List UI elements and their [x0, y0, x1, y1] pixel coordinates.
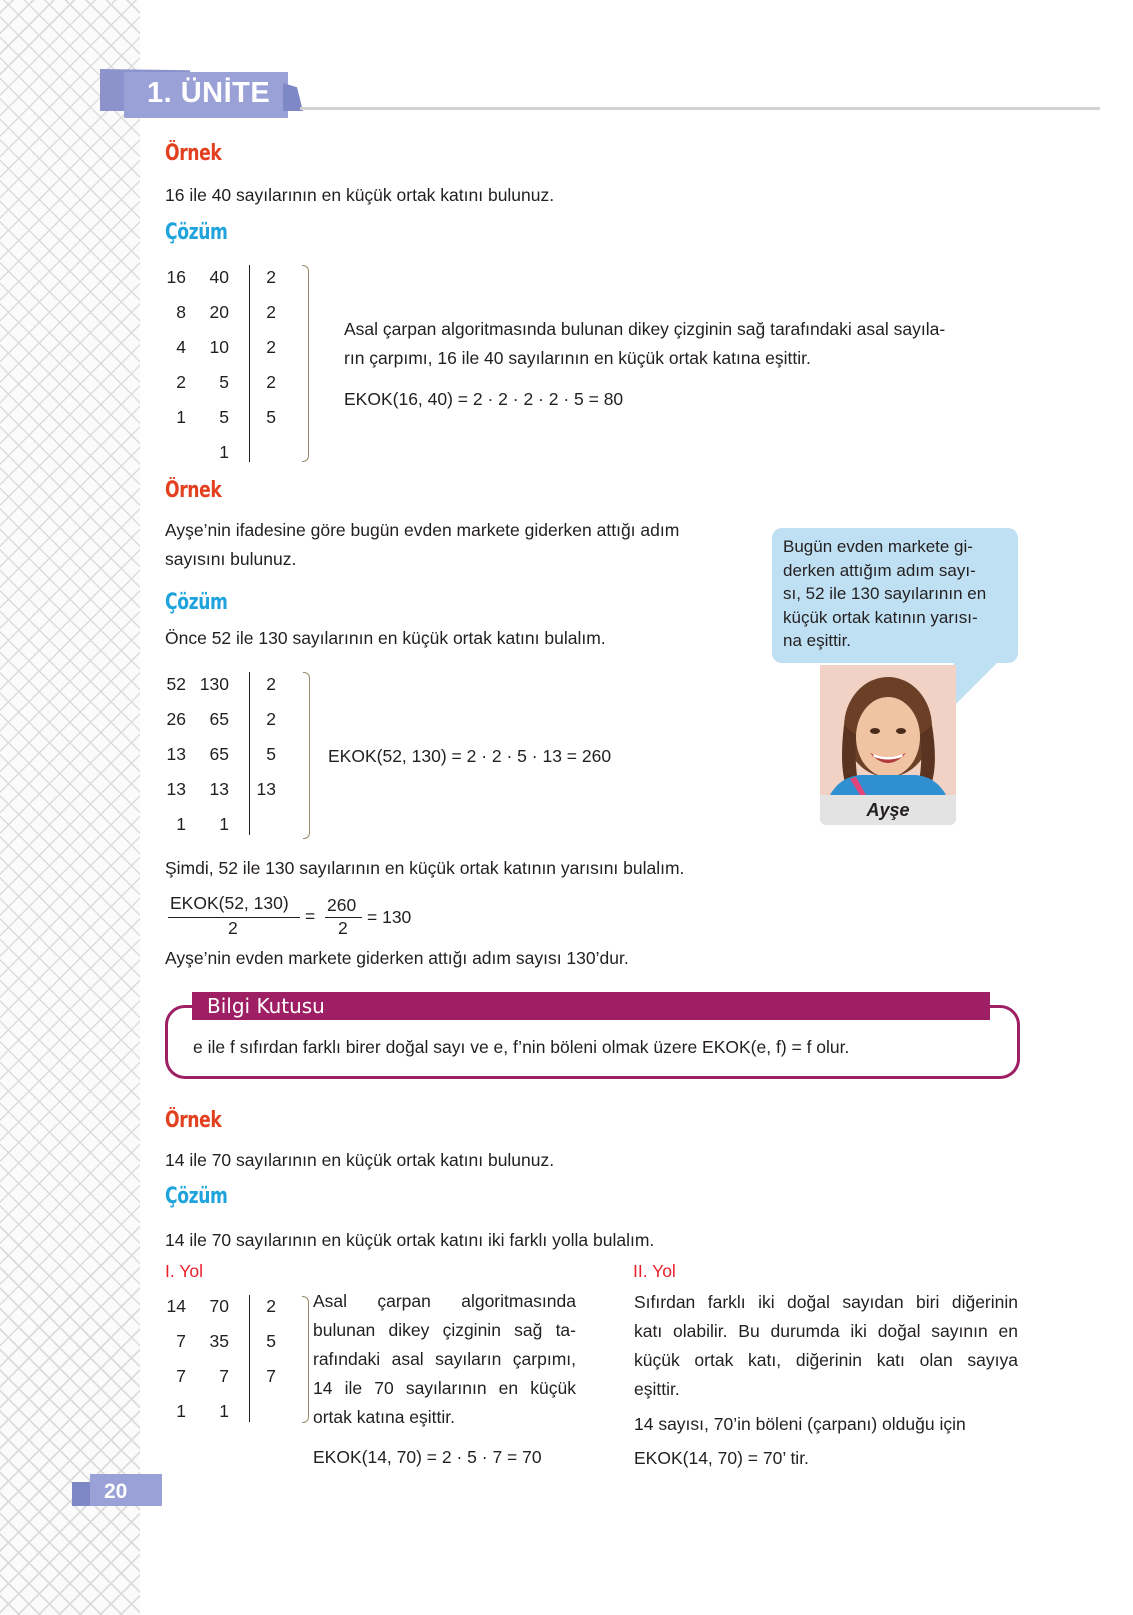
bubble-line: derken attığım adım sayı- [783, 560, 976, 580]
header-divider [300, 107, 1100, 110]
number-cell: 26 [166, 709, 186, 729]
divisor-cell: 13 [256, 779, 276, 799]
method1-line: rafındaki asal sayıların çarpımı, [313, 1349, 576, 1369]
number-cell: 16 [166, 267, 186, 287]
divisor-cell: 5 [266, 1331, 276, 1351]
fraction2-numerator: 260 [327, 895, 357, 915]
number-cell: 5 [219, 372, 229, 392]
info-box-title: Bilgi Kutusu [207, 994, 325, 1018]
division-line [249, 265, 250, 462]
divisor-cell: 2 [266, 302, 276, 322]
character-name: Ayşe [866, 800, 910, 820]
girl-photo [820, 665, 956, 795]
brace [302, 265, 309, 462]
example2-question-line2: sayısını bulunuz. [165, 549, 297, 569]
solution-heading: Çözüm [165, 590, 228, 615]
number-cell: 1 [176, 407, 186, 427]
divisor-cell: 2 [266, 1296, 276, 1316]
decorative-side-pattern [0, 0, 140, 1615]
method1-line: 14 ile 70 sayılarının en küçük [313, 1378, 576, 1398]
fraction1-denominator: 2 [228, 918, 238, 938]
example1-result: EKOK(16, 40) = 2 · 2 · 2 · 2 · 5 = 80 [344, 389, 624, 409]
example3-question: 14 ile 70 sayılarının en küçük ortak katını bulunuz. [165, 1150, 555, 1170]
example2-half-intro: Şimdi, 52 ile 130 sayılarının en küçük ortak katının yarısını bulalım. [165, 858, 685, 878]
bubble-line: na eşittir. [783, 631, 852, 650]
example2-question-line1: Ayşe’nin ifadesine göre bugün evden markete giderken attığı adım [165, 520, 680, 540]
number-cell: 35 [209, 1331, 229, 1351]
divisor-cell: 7 [266, 1366, 276, 1386]
fraction1-numerator: EKOK(52, 130) [170, 893, 289, 913]
fraction-result: = 130 [367, 907, 412, 927]
number-cell: 7 [219, 1366, 229, 1386]
number-cell: 5 [219, 407, 229, 427]
bubble-line: küçük ortak katının yarısı- [783, 607, 978, 627]
number-cell: 13 [166, 744, 186, 764]
divisor-cell: 2 [266, 372, 276, 392]
bubble-line: sı, 52 ile 130 sayılarının en [783, 584, 987, 603]
number-cell: 65 [209, 709, 229, 729]
method1-label: I. Yol [165, 1261, 203, 1281]
number-cell: 52 [166, 674, 186, 694]
method2-line: katı olabilir. Bu durumda iki doğal sayının en [634, 1321, 1018, 1341]
number-cell: 7 [176, 1366, 186, 1386]
speech-bubble-text [783, 535, 1013, 653]
method2-result: EKOK(14, 70) = 70’ tir. [634, 1448, 809, 1468]
number-cell: 2 [176, 372, 186, 392]
example1-explanation-line1: Asal çarpan algoritmasında bulunan dikey çizginin sağ tarafındaki asal sayıla- [344, 319, 946, 339]
number-cell: 130 [199, 674, 229, 694]
brace [303, 672, 310, 839]
divisor-cell: 2 [266, 267, 276, 287]
number-cell: 1 [219, 1401, 229, 1421]
number-cell: 10 [209, 337, 229, 357]
equals-sign: = [305, 906, 316, 926]
division-line [249, 1295, 250, 1422]
divisor-cell: 2 [266, 337, 276, 357]
info-box-text: e ile f sıfırdan farklı birer doğal sayı ve e, f’nin böleni olmak üzere EKOK(e, f) = f olur. [193, 1037, 850, 1057]
number-cell: 1 [176, 814, 186, 834]
example2-conclusion: Ayşe’nin evden markete giderken attığı adım sayısı 130’dur. [165, 948, 629, 968]
method2-label: II. Yol [633, 1261, 676, 1281]
divisor-cell: 5 [266, 407, 276, 427]
number-cell: 13 [209, 779, 229, 799]
solution-heading: Çözüm [165, 220, 228, 245]
solution-heading: Çözüm [165, 1184, 228, 1209]
number-cell: 7 [176, 1331, 186, 1351]
number-cell: 13 [166, 779, 186, 799]
divisor-cell: 5 [266, 744, 276, 764]
method2-line: eşittir. [634, 1379, 680, 1399]
number-cell: 70 [209, 1296, 229, 1316]
method1-line: bulunan dikey çizginin sağ ta- [313, 1320, 576, 1340]
method2-line: 14 sayısı, 70’in böleni (çarpanı) olduğu için [634, 1414, 966, 1434]
unit-title: 1. ÜNİTE [147, 77, 271, 109]
method1-line: Asal çarpan algoritmasında [313, 1291, 576, 1311]
divisor-cell: 2 [266, 674, 276, 694]
method1-result: EKOK(14, 70) = 2 · 5 · 7 = 70 [313, 1447, 542, 1467]
number-cell: 8 [176, 302, 186, 322]
example-heading: Örnek [165, 478, 222, 503]
example2-intro: Önce 52 ile 130 sayılarının en küçük ortak katını bulalım. [165, 628, 606, 648]
brace [302, 1296, 309, 1423]
bubble-line: Bugün evden markete gi- [783, 537, 973, 556]
example3-intro: 14 ile 70 sayılarının en küçük ortak katını iki farklı yolla bulalım. [165, 1230, 655, 1250]
number-cell: 1 [176, 1401, 186, 1421]
method1-line: ortak katına eşittir. [313, 1407, 456, 1427]
example1-explanation-line2: rın çarpımı, 16 ile 40 sayılarının en küçük ortak katına eşittir. [344, 348, 811, 368]
example-heading: Örnek [165, 141, 222, 166]
number-cell: 1 [219, 814, 229, 834]
division-line [249, 672, 250, 835]
divisor-cell: 2 [266, 709, 276, 729]
method2-line: Sıfırdan farklı iki doğal sayıdan biri diğerinin [634, 1292, 1018, 1312]
number-cell: 1 [219, 442, 229, 462]
number-cell: 20 [209, 302, 229, 322]
example2-result: EKOK(52, 130) = 2 · 2 · 5 · 13 = 260 [328, 746, 612, 766]
example-heading: Örnek [165, 1108, 222, 1133]
fraction2-denominator: 2 [338, 918, 348, 938]
page-number: 20 [104, 1480, 128, 1503]
number-cell: 14 [166, 1296, 186, 1316]
method2-line: küçük ortak katı, diğerinin katı olan sayıya [634, 1350, 1018, 1370]
number-cell: 65 [209, 744, 229, 764]
number-cell: 40 [209, 267, 229, 287]
example1-question: 16 ile 40 sayılarının en küçük ortak katını bulunuz. [165, 185, 555, 205]
number-cell: 4 [176, 337, 186, 357]
